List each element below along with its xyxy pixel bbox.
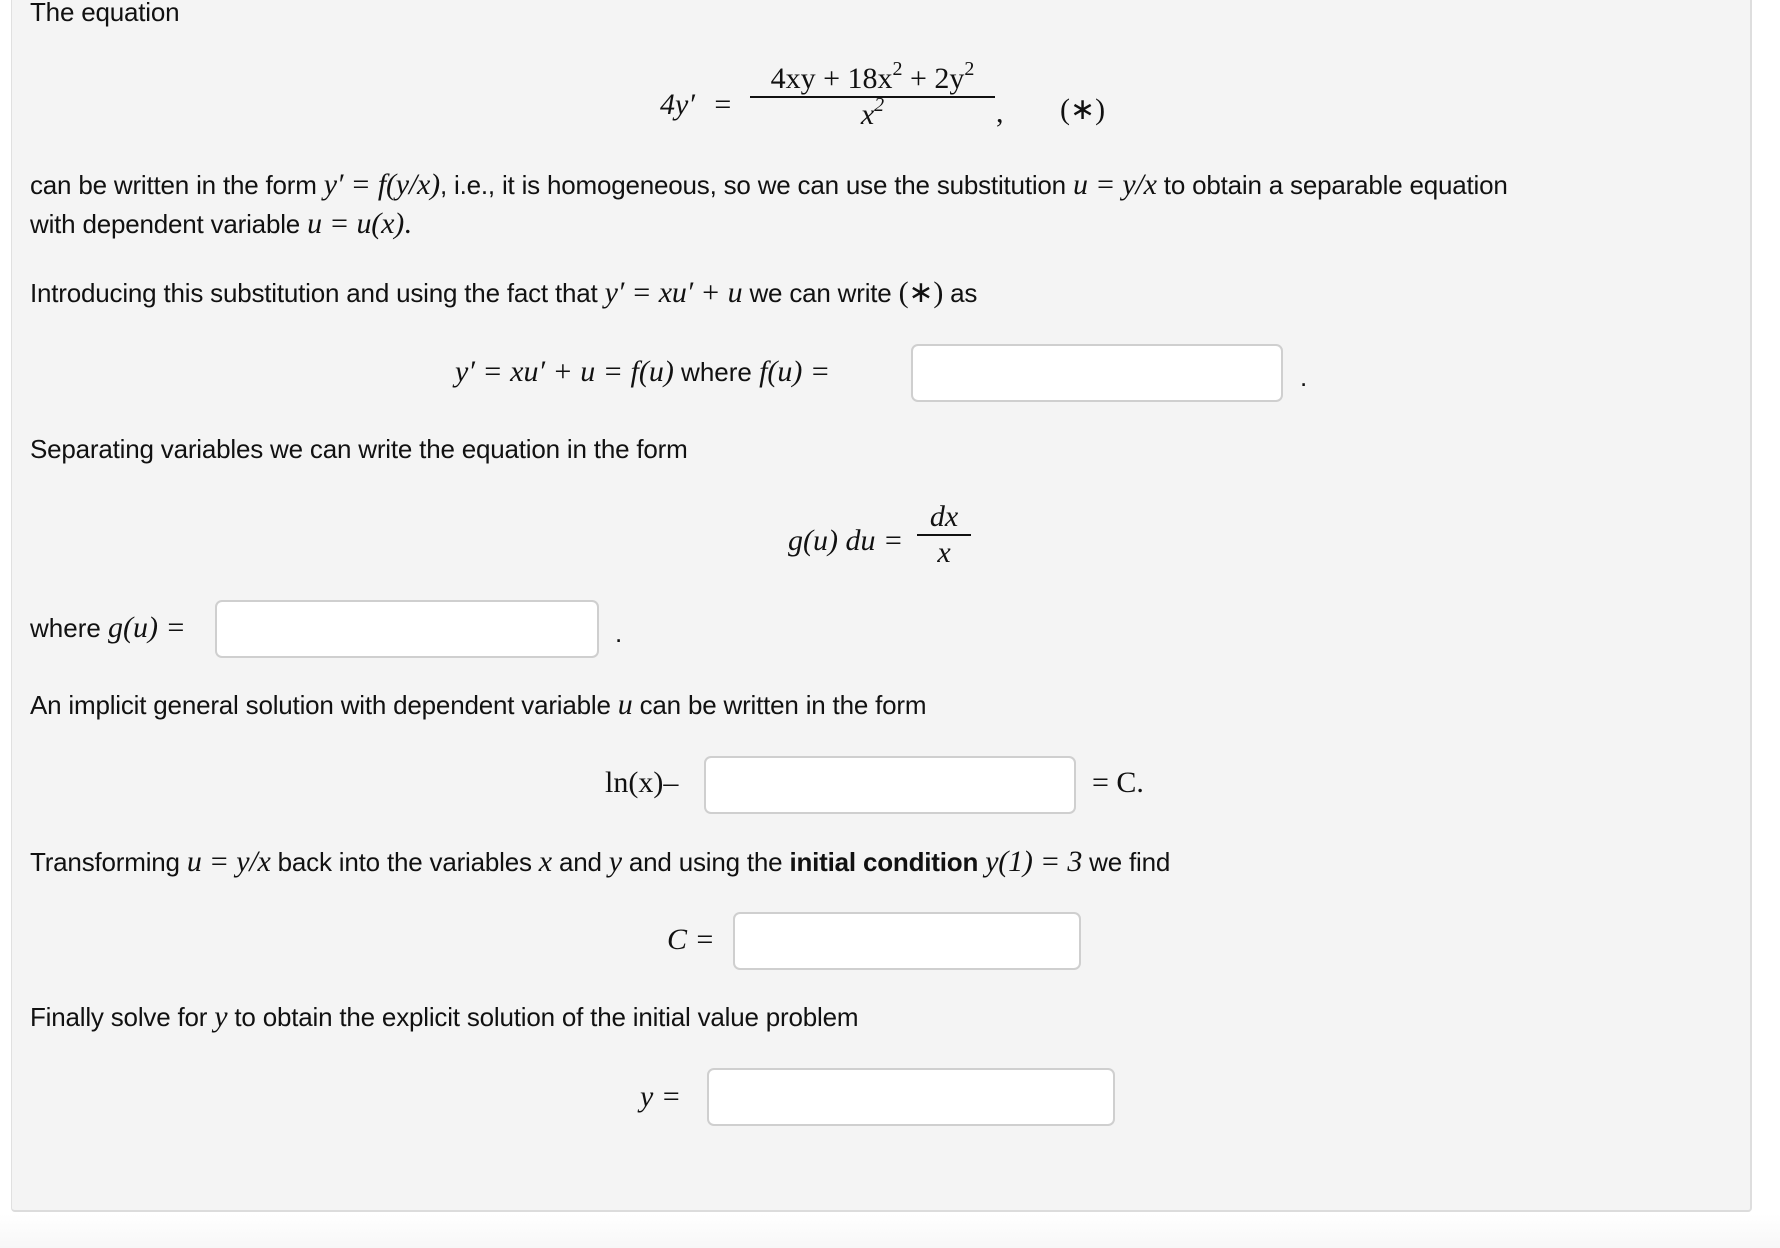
g-of-u-input[interactable] [215, 600, 599, 658]
text: can be written in the form [30, 170, 324, 200]
c-row-label: C = [667, 923, 715, 956]
explicit-solution-input[interactable] [707, 1068, 1115, 1126]
implicit-solution-input[interactable] [704, 756, 1076, 814]
ln-row-label: ln(x)– [605, 766, 679, 799]
text: , i.e., it is homogeneous, so we can use the substitution [439, 170, 1073, 200]
math-inline: y [608, 845, 622, 878]
text: to obtain the explicit solution of the initial value problem [227, 1002, 859, 1032]
math-inline: y′ = xu′ + u [604, 276, 743, 309]
math-inline: u = y/x [186, 845, 271, 878]
separated-equation-lhs: g(u) du = [788, 524, 904, 557]
numerator-exp: 2 [964, 58, 975, 80]
math-inline: (∗) [898, 276, 944, 309]
equation-denominator [750, 94, 995, 132]
equation-comma: , [996, 96, 1004, 129]
intro-text: The equation [30, 0, 180, 27]
g-row-period: . [615, 618, 623, 648]
constant-c-input[interactable] [733, 912, 1081, 970]
text: Transforming [30, 847, 187, 877]
text: Finally solve for [30, 1002, 215, 1032]
denominator-exp: 2 [874, 94, 885, 116]
f-row-period: . [1300, 362, 1308, 392]
text: where [673, 357, 760, 387]
math-inline: x [538, 845, 552, 878]
f-row-label [455, 355, 830, 389]
text: with dependent variable [30, 209, 308, 239]
ln-row-equals-c: = C. [1092, 766, 1144, 799]
text: as [943, 278, 978, 308]
math-inline: f(u) = [759, 355, 831, 388]
text: Introducing this substitution and using the fact that [30, 278, 605, 308]
text: and [551, 847, 609, 877]
paragraph-substitution [30, 278, 977, 308]
math-inline: u [617, 688, 633, 721]
paragraph-homogeneous-line2 [30, 209, 411, 239]
math-inline: y′ = f(y/x) [323, 168, 440, 201]
fraction-numerator: dx [929, 500, 959, 533]
denominator-part: x [860, 98, 875, 131]
text: . [404, 207, 412, 240]
f-of-u-input[interactable] [911, 344, 1283, 402]
text: and using the [621, 847, 790, 877]
equation-lhs [660, 88, 731, 122]
text: where [30, 613, 109, 643]
math-inline: y(1) = 3 [985, 845, 1083, 878]
paragraph-homogeneous-line1 [30, 170, 1508, 200]
text: to obtain a separable equation [1156, 170, 1508, 200]
text: we find [1082, 847, 1171, 877]
page-footer-fade [0, 1214, 1780, 1248]
equation-label: (∗) [1060, 93, 1106, 126]
bold-text: initial condition [789, 847, 979, 877]
numerator-part: + 2y [902, 62, 965, 95]
equation-lhs-term: 4y′ [660, 88, 695, 121]
equation-equals: = [714, 88, 732, 121]
math-inline: g(u) = [108, 611, 186, 644]
text: An implicit general solution with dependent variable [30, 690, 618, 720]
text: back into the variables [270, 847, 539, 877]
text: we can write [742, 278, 899, 308]
equation-numerator [750, 58, 995, 96]
math-inline: u = y/x [1072, 168, 1157, 201]
paragraph-separating: Separating variables we can write the equation in the form [30, 434, 688, 464]
math-inline: u = u(x) [307, 207, 405, 240]
fraction-denominator: x [937, 536, 951, 569]
g-row-label [30, 611, 186, 645]
numerator-part: 4xy + 18x [770, 62, 893, 95]
math-inline: y [214, 1000, 228, 1033]
text: can be written in the form [632, 690, 927, 720]
math-inline: y′ = xu′ + u = f(u) [455, 355, 674, 388]
y-row-label: y = [640, 1080, 682, 1113]
paragraph-implicit-solution [30, 690, 926, 720]
paragraph-initial-condition [30, 847, 1170, 877]
paragraph-explicit-solution [30, 1002, 858, 1032]
separated-equation-fraction [917, 500, 971, 570]
numerator-exp: 2 [892, 58, 903, 80]
equation-fraction [750, 58, 995, 132]
